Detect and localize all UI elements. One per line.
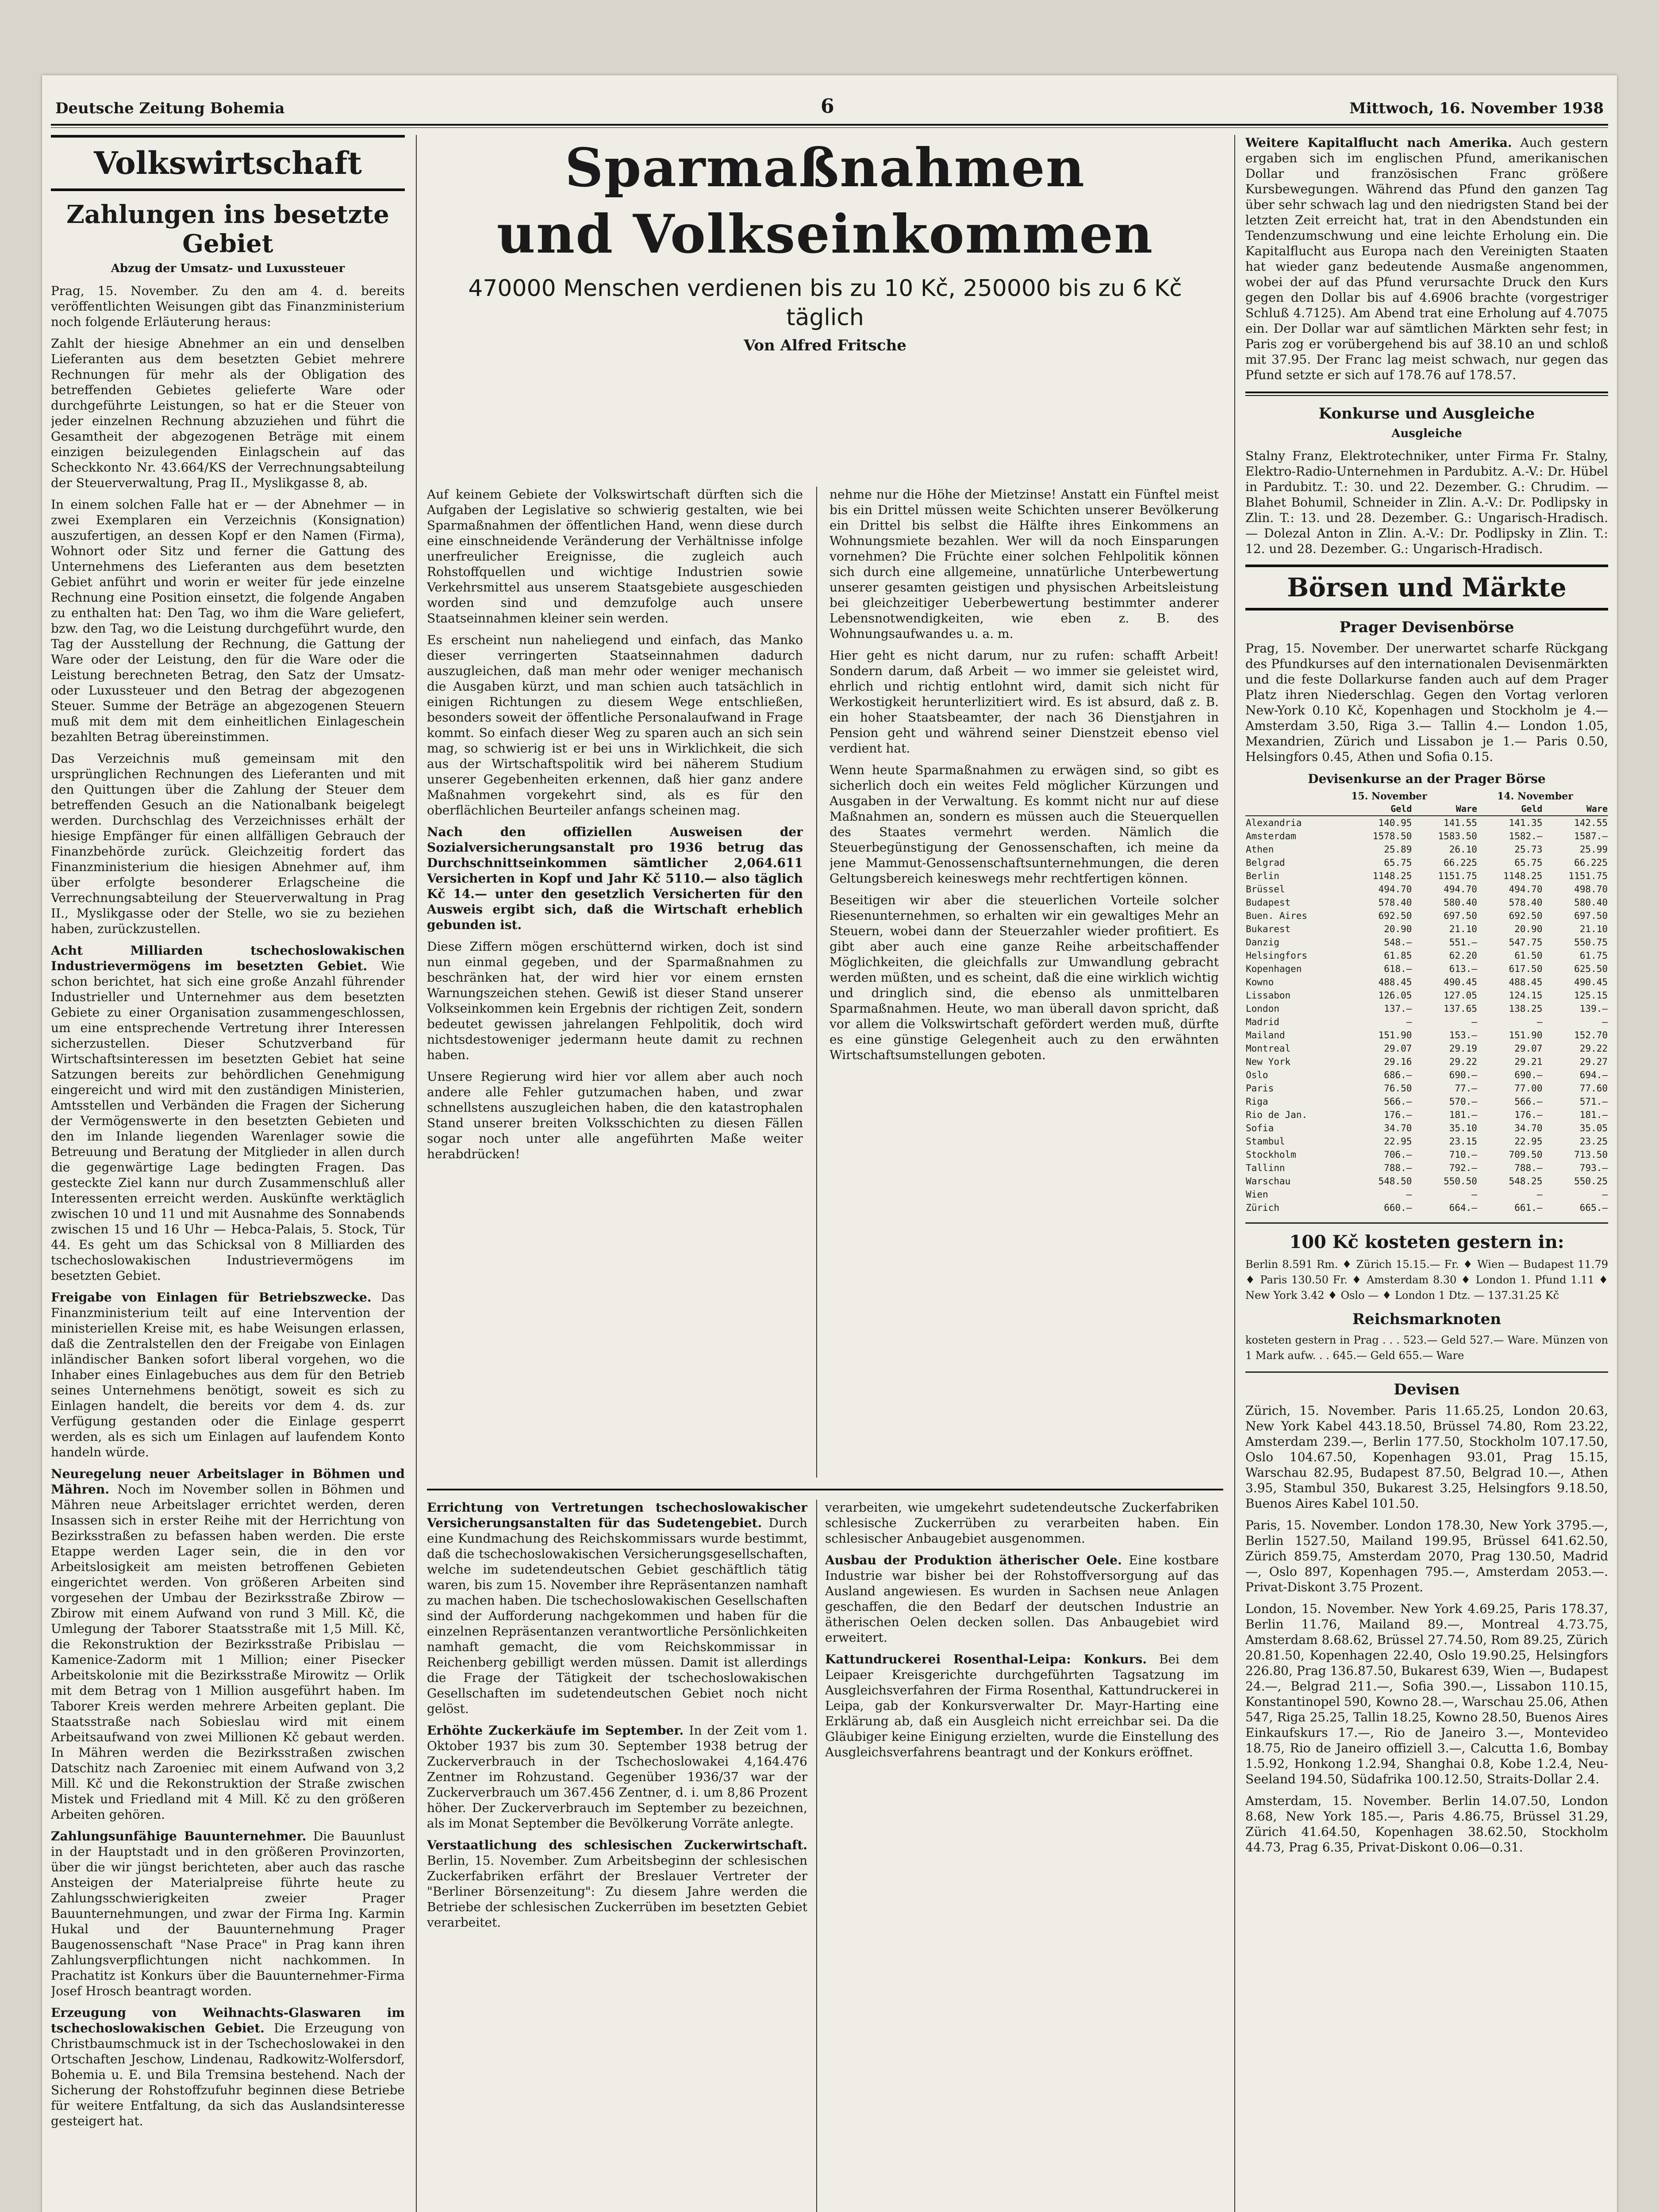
newspaper-page: [42, 75, 1617, 2212]
table-row: [1245, 922, 1608, 936]
rate-cell: 617.50: [1509, 964, 1543, 974]
rate-cell: 76.50: [1384, 1083, 1412, 1094]
rate-cell: 665.—: [1579, 1202, 1608, 1213]
rate-cell: 26.10: [1449, 844, 1477, 855]
rate-cell: 77.00: [1514, 1083, 1543, 1094]
rate-cell: 706.—: [1384, 1149, 1412, 1160]
boersen-title: Börsen und Märkte: [1245, 565, 1608, 611]
table-row: [1245, 856, 1608, 869]
rate-cell: 498.70: [1574, 884, 1608, 895]
rate-cell: 490.45: [1444, 977, 1477, 987]
article-lead: Erhöhte Zuckerkäufe im September.: [427, 1723, 684, 1738]
currency-city: Lissabon: [1246, 990, 1291, 1001]
rate-cell: 25.73: [1514, 844, 1543, 855]
currency-city: Madrid: [1246, 1017, 1279, 1027]
paragraph: [51, 1466, 405, 1822]
column-divider: [416, 135, 417, 2212]
currency-city: Stambul: [1246, 1136, 1285, 1147]
rate-cell: 1151.75: [1438, 871, 1477, 881]
paragraph: [51, 943, 405, 1283]
rate-cell: 692.50: [1509, 910, 1543, 921]
rate-cell: 697.50: [1574, 910, 1608, 921]
rate-cell: 142.55: [1574, 818, 1608, 828]
currency-city: Zürich: [1246, 1202, 1279, 1213]
table-row: [1245, 1082, 1608, 1095]
rate-cell: 152.70: [1574, 1030, 1608, 1041]
rate-cell: 34.70: [1514, 1123, 1543, 1133]
table-row: [1245, 1055, 1608, 1068]
rate-cell: 1148.25: [1372, 871, 1412, 881]
table-header-cell: [1245, 802, 1347, 816]
table-row: [1245, 1002, 1608, 1015]
header-rule: [51, 124, 1608, 128]
rate-cell: 29.19: [1449, 1043, 1477, 1054]
article-lead: Erzeugung von Weihnachts-Glaswaren im tschechoslowakischen Gebiet.: [51, 2005, 405, 2035]
paragraph: [825, 1552, 1219, 1645]
paragraph: Stalny Franz, Elektrotechniker, unter Firma Fr. Stalny, Elektro-Radio-Unternehmen in Pardubitz. A.-V.: Dr. Hübel in Pardubitz. T.: 30. und 22. Dezember. G.: Chrudim. — Blahet Bohumil, Schneider in Zlin. A.-V.: Dr. Podlipsky in Zlin. T.: 13. und 28. Dezember. G.: Ungarisch-Hradisch. — Dolezal Anton in Zlin. A.-V.: Dr. Podlipsky in Zlin. T.: 12. und 28. Dezember. G.: Ungarisch-Hradisch.: [1245, 449, 1608, 556]
rate-cell: 61.85: [1384, 950, 1412, 961]
currency-city: London: [1246, 1003, 1279, 1014]
rate-cell: 788.—: [1514, 1163, 1543, 1173]
rate-cell: 25.89: [1384, 844, 1412, 855]
paragraph: [51, 2005, 405, 2129]
article-body: Auch gestern ergaben sich im englischen Pfund, amerikanischen Dollar und französischen Franc größere Kursbewegungen. Während das Pfund den ganzen Tag über sehr schwach lag und den niedrigsten Stand bei der letzten Zeit erreicht hat, trat in den Abendstunden ein Tendenzumschwung und eine leichte Erholung ein. Die Kapitalflucht aus Europa nach den Vereinigten Staaten hat wieder ganz bedeutende Ausmaße angenommen, wobei der auf das Pfund verursachte Druck den Kurs gegen den Dollar bis auf 4.6906 brachte (vorgestriger Schluß 4.7125). Am Abend trat eine Erholung auf 4.7075 ein. Der Dollar war auf sämtlichen Märkten sehr fest; in Paris zog er vorübergehend bis auf 38.10 an und schloß mit 37.95. Der Franc lag meist schwach, nur gegen das Pfund setzte er sich auf 178.76 auf 178.57.: [1245, 135, 1608, 382]
rate-cell: 20.90: [1384, 924, 1412, 934]
rate-cell: 694.—: [1579, 1070, 1608, 1080]
table-row: [1245, 949, 1608, 962]
devisen-title: Devisen: [1394, 1381, 1460, 1398]
table-row: [1245, 1029, 1608, 1042]
rate-cell: 548.25: [1509, 1176, 1543, 1187]
article-lead: Kattundruckerei Rosenthal-Leipa: Konkurs.: [825, 1652, 1147, 1667]
headline-kicker: 470000 Menschen verdienen bis zu 10 Kč, 250000 bis zu 6 Kč täglich: [468, 275, 1182, 331]
paragraph: Wenn heute Sparmaßnahmen zu erwägen sind, so gibt es sicherlich doch ein weites Feld möglicher Kürzungen und Ausgaben in der Verwaltung. Es kommt nicht nur auf diese Maßnahmen an, sondern es müssen auch die Steuerquellen des Staates vermehrt werden. Nämlich die Steuerbegünstigung der Genossenschaften, ich meine da jene Mammut-Genossenschaftsunternehmungen, die deren Geltungsbereich keineswegs mehr rechtfertigen können.: [830, 763, 1219, 886]
rate-cell: 580.40: [1574, 897, 1608, 908]
rate-cell: 34.70: [1384, 1123, 1412, 1133]
currency-city: Berlin: [1246, 871, 1279, 881]
paragraph: nehme nur die Höhe der Mietzinse! Anstatt ein Fünftel meist bis ein Drittel müssen weite Schichten unserer Bevölkerung ein Drittel bis selbst die Hälfte ihres Einkommens an Wohnungsmiete bezahlen. Wer will da noch Einsparungen vornehmen? Die Früchte einer solchen Fehlpolitik können sich durch eine allgemeine, unnatürliche Unterbewertung unserer gesamten geistigen und physischen Arbeitsleistung bei gleichzeitiger Ueberbewertung bestimmter anderer Lebensnotwendigkeiten, wie eben z. B. des Wohnungsaufwandes u. a. m.: [830, 487, 1219, 641]
rate-cell: 550.50: [1444, 1176, 1477, 1187]
rate-cell: 1151.75: [1568, 871, 1608, 881]
kurse-dates: [1316, 791, 1608, 802]
rate-cell: 550.25: [1574, 1176, 1608, 1187]
table-row: [1245, 869, 1608, 883]
paragraph: [1245, 135, 1608, 383]
rate-cell: 181.—: [1579, 1110, 1608, 1120]
headline-line2: und Volkseinkommen: [496, 203, 1154, 265]
paragraph: Amsterdam, 15. November. Berlin 14.07.50, London 8.68, New York 185.—, Paris 4.86.75, Brüssel 31.29, Zürich 41.64.50, Kopenhagen 38.62.50, Stockholm 44.73, Prag 6.35, Privat-Diskont 0.06—0.31.: [1245, 1793, 1608, 1855]
paragraph: Es erscheint nun naheliegend und einfach, das Manko dieser verringerten Staatseinnahmen dadurch auszugleichen, daß man mehr oder weniger mechanisch die Ausgaben kürzt, und man schien auch tatsächlich in einigen Richtungen zu diesem Wege entschließen, besonders soweit der öffentliche Personalaufwand in Frage kommt. So einfach dieser Weg zu sparen auch an sich sein mag, so schwierig ist er bei uns in Wirklichkeit, die sich aus der Wirtschaftspolitik wird bei näherem Studium unserer Gegebenheiten erkennen, daß hier ganz andere Maßnahmen vorgekehrt sind, als es für den oberflächlichen Beurteiler anfangs scheinen mag.: [427, 633, 803, 818]
reichsmark-title: Reichsmarknoten: [1352, 1310, 1502, 1328]
paragraph: Prag, 15. November. Der unerwartet scharfe Rückgang des Pfundkurses auf den internationalen Devisenmärkten und die feste Dollarkurse fanden auch auf dem Prager Platz ihren Niederschlag. Gegen den Vortag verloren New-York 0.10 Kč, Kopenhagen und Stockholm je 4.— Amsterdam 3.50, Riga 3.— Tallin 4.— London 1.05, Mexandrien, Zürich und Lissabon je 1.— Paris 0.50, Helsingfors 0.45, Athen und Sofia 0.15.: [1245, 641, 1608, 764]
rate-cell: 551.—: [1449, 937, 1477, 948]
rate-cell: 77.—: [1455, 1083, 1477, 1094]
currency-city: Rio de Jan.: [1246, 1110, 1308, 1120]
currency-city: Wien: [1246, 1189, 1268, 1200]
issue-date: Mittwoch, 16. November 1938: [1349, 100, 1604, 117]
rate-cell: 570.—: [1449, 1096, 1477, 1107]
article-body: Eine kostbare Industrie war bisher bei der Rohstoffversorgung auf das Ausland angewiesen. Es wurden in Sachsen neue Anlagen geschaffen, die den Bedarf der deutschen Industrie an ätherischen Oelen decken sollen. Das Anbaugebiet wird erweitert.: [825, 1553, 1219, 1645]
rate-cell: 124.15: [1509, 990, 1543, 1001]
rate-cell: —: [1536, 1189, 1543, 1200]
rate-cell: 176.—: [1384, 1110, 1412, 1120]
table-row: [1245, 1108, 1608, 1121]
rate-cell: 686.—: [1384, 1070, 1412, 1080]
currency-city: Buen. Aires: [1246, 910, 1308, 921]
currency-city: Mailand: [1246, 1030, 1285, 1041]
byline: Von Alfred Fritsche: [744, 337, 906, 354]
table-row: [1245, 1175, 1608, 1188]
column-divider: [1234, 135, 1235, 2212]
currency-city: Kopenhagen: [1246, 964, 1302, 974]
rate-cell: 578.40: [1378, 897, 1412, 908]
paragraph: [825, 1651, 1219, 1760]
article-lead: Verstaatlichung des schlesischen Zuckerwirtschaft.: [427, 1838, 807, 1852]
rate-cell: 181.—: [1449, 1110, 1477, 1120]
kurse-date: 14. November: [1497, 791, 1573, 802]
rate-cell: 127.05: [1444, 990, 1477, 1001]
rate-cell: 692.50: [1378, 910, 1412, 921]
table-header-cell: Geld: [1478, 802, 1543, 816]
devisenboerse-title: Prager Devisenbörse: [1339, 618, 1514, 636]
table-row: [1245, 909, 1608, 922]
table-header-cell: Ware: [1543, 802, 1608, 816]
rate-cell: 625.50: [1574, 964, 1608, 974]
rate-cell: —: [1602, 1189, 1608, 1200]
rate-cell: 35.10: [1449, 1123, 1477, 1133]
table-header-cell: Geld: [1347, 802, 1413, 816]
hundred-title: 100 Kč kosteten gestern in:: [1289, 1232, 1564, 1252]
paragraph: Prag, 15. November. Zu den am 4. d. bereits veröffentlichten Weisungen gibt das Finanzministerium noch folgende Erläuterung heraus:: [51, 284, 405, 329]
rate-cell: —: [1406, 1189, 1412, 1200]
rate-cell: 618.—: [1384, 964, 1412, 974]
rate-cell: 1578.50: [1372, 831, 1412, 841]
rate-cell: 138.25: [1509, 1003, 1543, 1014]
article-body: Wie schon berichtet, hat sich eine große Anzahl führender Industrieller und Unternehmer aus dem besetzten Gebiete zu einer Organisation zusammengeschlossen, um eine entsprechende Vertretung ihrer Interessen sicherzustellen. Dieser Schutzverband für Wirtschaftsinteressen im besetzten Gebiet hat seine Satzungen bereits zur behördlichen Genehmigung eingereicht und wird mit den zuständigen Ministerien, Amtsstellen und Verbänden die Fragen der Sicherung der Vermögenswerte in den besetzten Gebieten und den im Inlande liegenden Warenlager sowie die Betreuung und Beratung der Mitglieder in allen durch die gegenwärtige Lage bedingten Fragen. Das gesteckte Ziel kann nur durch Zusammenschluß aller Interessenten erreicht werden. Auskünfte werktäglich zwischen 10 und 11 und mit Ausnahme des Sonnabends zwischen 15 und 16 Uhr — Hebca-Palais, 5. Stock, Tür 44. Es geht um das Schicksal von 8 Milliarden des tschechoslowakischen Industrievermögens im besetzten Gebiet.: [51, 959, 405, 1283]
column-divider: [816, 487, 817, 1478]
article-body: Die Erzeugung von Christbaumschmuck ist in der Tschechoslowakei in den Ortschaften Jeschow, Lindenau, Radkowitz-Wolfersdorf, Bohemia u. E. und Bila Tremsina bestehend. Nach der Sicherung der Rohstoffzufuhr beginnen diese Betriebe für weitere Entfaltung, da sich das Auslandsinteresse gesteigert hat.: [51, 2021, 405, 2128]
rate-cell: 22.95: [1514, 1136, 1543, 1147]
double-rule: [1245, 392, 1608, 396]
rate-cell: 690.—: [1514, 1070, 1543, 1080]
table-row: [1245, 1042, 1608, 1055]
currency-city: Oslo: [1246, 1070, 1268, 1080]
rate-cell: 62.20: [1449, 950, 1477, 961]
article-body: Bei dem Leipaer Kreisgerichte durchgeführten Tagsatzung im Ausgleichsverfahren der Firma Rosenthal, Kattundruckerei in Leipa, gab der Konkursverwalter Dr. Mayr-Harting eine Erklärung ab, daß ein Ausgleich nicht erreichbar sei. Da die Gläubiger keine Einigung erzielten, wurde die Einstellung des Ausgleichsverfahrens beantragt und der Konkurs eröffnet.: [825, 1652, 1219, 1759]
rate-cell: 571.—: [1579, 1096, 1608, 1107]
currency-city: Kowno: [1246, 977, 1274, 987]
rule: [1245, 1222, 1608, 1224]
rate-cell: 788.—: [1384, 1163, 1412, 1173]
table-row: [1245, 1095, 1608, 1108]
table-row: [1245, 936, 1608, 949]
rate-cell: 660.—: [1384, 1202, 1412, 1213]
rate-cell: 23.15: [1449, 1136, 1477, 1147]
table-row: [1245, 1135, 1608, 1148]
article-lead: Neuregelung neuer Arbeitslager in Böhmen und Mähren.: [51, 1467, 405, 1497]
rate-cell: 66.225: [1444, 857, 1477, 868]
currency-city: New York: [1246, 1056, 1291, 1067]
paragraph: Nach den offiziellen Ausweisen der Sozialversicherungsanstalt pro 1936 betrug das Durchschnittseinkommen sämtlicher 2,064.611 Versicherten in Kopf und Jahr Kč 5110.— also täglich Kč 14.— unter den gesetzlich Versicherten für den Ausweis ergibt sich, daß die Wirtschaft erheblich gebunden ist.: [427, 825, 803, 932]
table-row: [1245, 830, 1608, 843]
article-body: Das Finanzministerium teilt auf eine Intervention der ministeriellen Kreise mit, es habe Weisungen erlassen, daß die Zentralstellen den der Freigabe von Einlagen inländischer Banken sofort liberal vorgehen, wo die Inhaber eines Einlagebuches aus dem für den Betrieb seines Unternehmens benötigt, soweit es sich zu Einlagen handelt, die bereits vor dem 4. ds. zur Verfügung gestanden oder die Einlage gesperrt werden, als es sich um Einlagen auf laufendem Konto handeln würde.: [51, 1290, 405, 1459]
rate-cell: 566.—: [1514, 1096, 1543, 1107]
currency-city: Amsterdam: [1246, 831, 1296, 841]
article-body: Noch im November sollen in Böhmen und Mähren neue Arbeitslager errichtet werden, deren Insassen sich in erster Reihe mit der Herrichtung von Bezirksstraßen zu befassen haben werden. Die erste Etappe werden Lager sein, die in den vor Arbeitslosigkeit am meisten betroffenen Gebieten eingerichtet werden. Von größeren Arbeiten sind vorgesehen der Umbau der Bezirksstraße Zbirow — Zbirow mit einem Aufwand von rund 3 Mill. Kč, die Umlegung der Taborer Staatsstraße mit 1,5 Mill. Kč, die Rekonstruktion der Bezirksstraße Pribislau — Kamenice-Zadorm mit 1 Million; einer Pisecker Arbeitskolonie mit die Bezirksstraße Mirowitz — Orlik mit dem Betrag von 1 Million ausgeführt haben. Im Taborer Kreis werden mehrere Arbeiten geplant. Die Staatsstraße nach Sobieslau wird mit einem Arbeitsaufwand von zwei Millionen Kč gebaut werden. In Mähren werden die Bezirksstraßen zwischen Datschitz nach Zaroeniec mit einem Aufwand von 3,2 Mill. Kč und die Rekonstruktion der Straße zwischen Mistek und Friedland mit 4 Mill. Kč zu den größeren Arbeiten gehören.: [51, 1482, 405, 1822]
rate-cell: 566.—: [1384, 1096, 1412, 1107]
article-body: In der Zeit vom 1. Oktober 1937 bis zum 30. September 1938 betrug der Zuckerverbrauch in der Tschechoslowakei 4,164.476 Zentner im Rohzustand. Gegenüber 1936/37 war der Zuckerverbrauch um 367.456 Zentner, d. i. um 8,86 Prozent höher. Der Zuckerverbrauch im September zu bezeichnen, als im Monat September die Bevölkerung Vorräte anlegte.: [427, 1723, 807, 1831]
rate-cell: 153.—: [1449, 1030, 1477, 1041]
article-lead: Freigabe von Einlagen für Betriebszwecke.: [51, 1290, 372, 1305]
currency-city: Bukarest: [1246, 924, 1291, 934]
table-row: [1245, 1121, 1608, 1135]
rate-cell: 21.10: [1449, 924, 1477, 934]
paper-name: Deutsche Zeitung Bohemia: [55, 100, 285, 117]
rate-cell: 29.22: [1449, 1056, 1477, 1067]
rate-cell: 23.25: [1579, 1136, 1608, 1147]
rate-cell: 29.07: [1514, 1043, 1543, 1054]
rate-cell: 151.90: [1509, 1030, 1543, 1041]
paragraph: Paris, 15. November. London 178.30, New York 3795.—, Berlin 1527.50, Mailand 199.95, Brüssel 641.62.50, Zürich 859.75, Amsterdam 2070, Prag 130.50, Madrid —, Oslo 897, Kopenhagen 795.—, Amsterdam 2053.—. Privat-Diskont 3.75 Prozent.: [1245, 1518, 1608, 1594]
currency-city: Warschau: [1246, 1176, 1291, 1187]
table-row: [1245, 989, 1608, 1002]
rate-cell: 697.50: [1444, 910, 1477, 921]
currency-city: Helsingfors: [1246, 950, 1308, 961]
currency-city: Alexandria: [1246, 818, 1302, 828]
table-row: [1245, 975, 1608, 989]
rate-cell: 690.—: [1449, 1070, 1477, 1080]
article-title: Zahlungen ins besetzte Gebiet: [66, 200, 389, 258]
headline-line1: Sparmaßnahmen: [565, 137, 1086, 199]
article-body: Durch eine Kundmachung des Reichskommissars wurde bestimmt, daß die tschechoslowakischen Versicherungsgesellschaften, welche im sudetendeutschen Gebiet geschäftlich tätig waren, bis zum 15. November ihre Repräsentanzen namhaft zu machen haben. Die tschechoslowakischen Gesellschaften sind der Aufforderung nachgekommen und haben für die einzelnen Repräsentanzen verantwortliche Persönlichkeiten namhaft gemacht, die vom Reichskommissar in Reichenberg gebilligt werden müssen. Damit ist allerdings die Frage der Tätigkeit der tschechoslowakischen Gesellschaften im sudetendeutschen Gebiet noch nicht gelöst.: [427, 1516, 807, 1716]
paragraph: Beseitigen wir aber die steuerlichen Vorteile solcher Riesenunternehmen, so erhalten wir ein gewaltiges Mehr an Steuern, wobei dann der Steuerzahler wieder profitiert. Es gibt aber auch eine ganze Reihe arbeitschaffender Möglichkeiten, die gleichfalls zur Umwandlung gebracht werden müßten, und es scheint, daß die eine wirklich wichtig und dringlich sind, die ebenso als unmittelbaren Sparmaßnahmen. Heute, wo man überall davon spricht, daß vor allem die Volkswirtschaft gefördert werden muß, dürfte es eine günstige Gelegenheit auch zu den erwähnten Wirtschaftsumstellungen geboten.: [830, 893, 1219, 1062]
rate-cell: 793.—: [1579, 1163, 1608, 1173]
rate-cell: 139.—: [1579, 1003, 1608, 1014]
currency-city: Brüssel: [1246, 884, 1285, 895]
currency-city: Budapest: [1246, 897, 1291, 908]
rate-cell: 494.70: [1444, 884, 1477, 895]
paragraph: [51, 1290, 405, 1460]
table-row: [1245, 1201, 1608, 1214]
paragraph: Diese Ziffern mögen erschütternd wirken, doch ist sind nun einmal gegeben, und der Sparmaßnahmen zu beschränken hat, der wird hier vor einem ernsten Warnungszeichen stehen. Gewiß ist dieser Stand unserer Volkseinkommen kein Ergebnis der richtigen Zeit, sondern bedeutet gewissen jahrelangen Fehlpolitik, doch wird nichtsdestoweniger jedermann heute damit zu rechnen haben.: [427, 939, 803, 1062]
paragraph: [427, 1837, 807, 1930]
rate-cell: 710.—: [1449, 1149, 1477, 1160]
section-title: Volkswirtschaft: [51, 135, 405, 191]
rate-cell: 709.50: [1509, 1149, 1543, 1160]
rate-cell: 61.75: [1579, 950, 1608, 961]
rate-cell: 29.21: [1514, 1056, 1543, 1067]
main-article-left-column: [427, 487, 803, 1482]
table-header-cell: Ware: [1412, 802, 1478, 816]
rate-cell: 141.55: [1444, 818, 1477, 828]
lower-right-column: [825, 1500, 1219, 2212]
kurse-title: Devisenkurse an der Prager Börse: [1308, 772, 1546, 786]
rate-cell: 548.50: [1378, 1176, 1412, 1187]
currency-city: Sofia: [1246, 1123, 1274, 1133]
paragraph: [427, 1500, 807, 1717]
paragraph: London, 15. November. New York 4.69.25, Paris 178.37, Berlin 11.76, Mailand 89.—, Montreal 4.73.75, Amsterdam 8.68.62, Brüssel 27.74.50, Rom 89.25, Zürich 20.81.50, Kopenhagen 22.40, Oslo 19.90.25, Helsingfors 226.80, Prag 136.87.50, Bukarest 639, Wien —, Budapest 24.—, Belgrad 211.—, Sofia 390.—, Lissabon 110.15, Konstantinopel 590, Kowno 28.—, Warschau 25.06, Athen 547, Riga 25.25, Tallin 18.25, Kowno 28.50, Buenos Aires Einkaufskurs 17.—, Rio de Janeiro 3.—, Montevideo 18.75, Rio de Janeiro offiziell 3.—, Calcutta 1.6, Bombay 1.5.92, Honkong 1.2.94, Shanghai 0.8, Kobe 1.2.4, Neu-Seeland 194.50, Südafrika 100.12.50, Straits-Dollar 2.4.: [1245, 1601, 1608, 1786]
rate-cell: 141.35: [1509, 818, 1543, 828]
rate-cell: 65.75: [1514, 857, 1543, 868]
page-number: 6: [821, 95, 834, 118]
rate-cell: 578.40: [1509, 897, 1543, 908]
rate-cell: —: [1602, 1017, 1608, 1027]
rate-cell: 713.50: [1574, 1149, 1608, 1160]
main-article-right-column: [830, 487, 1219, 1482]
rate-cell: 35.05: [1579, 1123, 1608, 1133]
table-row: [1245, 843, 1608, 856]
rate-cell: 1583.50: [1438, 831, 1477, 841]
rate-cell: 29.27: [1579, 1056, 1608, 1067]
article-body: Berlin, 15. November. Zum Arbeitsbeginn der schlesischen Zuckerfabriken erfährt der Breslauer Vertreter der "Berliner Börsenzeitung": Zu diesem Jahre werden die Betriebe der schlesischen Zuckerrüben im besetzten Gebiet verarbeitet.: [427, 1853, 807, 1930]
column-markets: [1245, 135, 1608, 2212]
table-row: [1245, 1015, 1608, 1029]
rate-cell: 137.65: [1444, 1003, 1477, 1014]
kurse-date: 15. November: [1351, 791, 1427, 802]
rate-cell: 66.225: [1574, 857, 1608, 868]
rate-cell: 494.70: [1378, 884, 1412, 895]
rate-cell: 29.07: [1384, 1043, 1412, 1054]
rate-cell: 548.—: [1384, 937, 1412, 948]
paragraph: Hier geht es nicht darum, nur zu rufen: schafft Arbeit! Sondern darum, daß Arbeit — wo immer sie geleistet wird, ehrlich und richtig entlohnt wird, damit sich nicht für Werkostigkeit herunterlizitiert wird. Es ist absurd, daß z. B. ein hoher Staatsbeamter, der nach 36 Dienstjahren in Pension geht und während seiner Dienstzeit ebenso viel verdient hat.: [830, 648, 1219, 756]
rate-cell: —: [1406, 1017, 1412, 1027]
paragraph: [427, 1723, 807, 1831]
article-body: Die Bauunlust in der Hauptstadt und in den größeren Provinzorten, über die wir jüngst berichteten, aber auch das rasche Ansteigen der Materialpreise führte heute zu Zahlungsschwierigkeiten zweier Prager Bauunternehmungen, und zwar der Firma Ing. Karmin Hukal und der Bauunternehmung Prager Baugenossenschaft "Nase Prace" in Prag kann ihren Zahlungsverpflichtungen nicht nachkommen. In Prachatitz ist Konkurs über die Bauunternehmer-Firma Josef Hrosch beantragt worden.: [51, 1829, 405, 1998]
paragraph: Berlin 8.591 Rm. ♦ Zürich 15.15.— Fr. ♦ Wien — Budapest 11.79 ♦ Paris 130.50 Fr. ♦ Amsterdam 8.30 ♦ London 1. Pfund 1.11 ♦ New York 3.42 ♦ Oslo — ♦ London 1 Dtz. — 137.31.25 Kč: [1245, 1258, 1608, 1302]
currency-city: Danzig: [1246, 937, 1279, 948]
currency-city: Athen: [1246, 844, 1274, 855]
rate-cell: 61.50: [1514, 950, 1543, 961]
rate-cell: 488.45: [1509, 977, 1543, 987]
table-row: [1245, 883, 1608, 896]
rate-cell: 1148.25: [1503, 871, 1543, 881]
rate-cell: 792.—: [1449, 1163, 1477, 1173]
lower-left-column: [427, 1500, 807, 2212]
konkurse-title: Konkurse und Ausgleiche: [1318, 405, 1535, 422]
paragraph: Zahlt der hiesige Abnehmer an ein und denselben Lieferanten aus dem besetzten Gebiet mehrere Rechnungen für mehr als der Obligation des betreffenden Gebietes gelieferte Ware oder durchgeführte Leistungen, so hat er die Steuer von jeder einzelnen Rechnung abzuziehen und führt die Gesamtheit der abgezogenen Beträge mit einem einzigen beizulegenden Einlagschein auf das Scheckkonto Nr. 43.664/KS der Verrechnungsabteilung der Steuerverwaltung, Prag II., Myslikgasse 8, ab.: [51, 336, 405, 490]
paragraph: Das Verzeichnis muß gemeinsam mit den ursprünglichen Rechnungen des Lieferanten und mit den Quittungen über die Zahlung der Steuer dem betreffenden Gesuch an die Nationalbank beigelegt werden. Durchschlag des Verzeichnisses erhält der hiesige Empfänger für einen allfälligen Gebrauch der Finanzbehörde zurück. Gleichzeitig fordert das Finanzministerium die hiesigen Abnehmer auf, ihm über erfolgte besonderer Erlagscheine die Verrechnungsabteilung der Steuerverwaltung in Prag II., Myslikgasse oder der Stelle, wo sie zu beziehen haben, zurückzustellen.: [51, 751, 405, 936]
rate-cell: 176.—: [1514, 1110, 1543, 1120]
currency-city: Belgrad: [1246, 857, 1285, 868]
paragraph: kosteten gestern in Prag . . . 523.— Geld 527.— Ware. Münzen von 1 Mark aufw. . . 645.— Geld 655.— Ware: [1245, 1334, 1608, 1362]
main-article-bottom-rule: [427, 1489, 1223, 1490]
table-row: [1245, 1188, 1608, 1201]
rule: [1245, 1371, 1608, 1373]
rate-cell: —: [1536, 1017, 1543, 1027]
article-subtitle: Abzug der Umsatz- und Luxussteuer: [111, 262, 345, 275]
rate-cell: 77.60: [1579, 1083, 1608, 1094]
rate-cell: —: [1471, 1189, 1477, 1200]
paragraph: [51, 1828, 405, 1999]
konkurse-subtitle: Ausgleiche: [1391, 427, 1462, 440]
paragraph: Auf keinem Gebiete der Volkswirtschaft dürften sich die Aufgaben der Legislative so schwierig gestalten, wie bei Sparmaßnahmen der öffentlichen Hand, wenn diese durch eine einschneidende Veränderung der Verhältnisse infolge unerfreulicher Ereignisse, die zugleich auch Rohstoffquellen und wichtige Industrien sowie Verkehrsmittel aus unserem Staatsgebiete ausgeschieden worden sind und demzufolge auch unsere Staatseinnahmen kleiner sein werden.: [427, 487, 803, 626]
table-row: [1245, 816, 1608, 830]
rate-cell: 21.10: [1579, 924, 1608, 934]
paragraph: In einem solchen Falle hat er — der Abnehmer — in zwei Exemplaren ein Verzeichnis (Konsignation) auszufertigen, an dessen Kopf er den Namen (Firma), Wohnort oder Sitz und ferner die Gattung des Unternehmens des Lieferanten aus dem besetzten Gebiet anführt und worin er weiter für jede einzelne Rechnung eine Position einsetzt, die folgende Angaben zu enthalten hat: Den Tag, wo ihm die Ware geliefert, bzw. den Tag, wo die Leistung durchgeführt wurde, den Tag der Ausstellung der Rechnung, die Gattung der Ware oder der Leistung, den für die Ware oder die Leistung berechneten Betrag, den Satz der Umsatz- oder Luxussteuer und den Betrag der abgezogenen Steuer. Summe der Beträge an abgezogenen Steuern muß mit dem mit dem einheitlichen Einlageschein bezahlten Betrag übereinstimmen.: [51, 497, 405, 744]
rate-cell: 29.22: [1579, 1043, 1608, 1054]
rate-cell: 140.95: [1378, 818, 1412, 828]
rate-cell: 494.70: [1509, 884, 1543, 895]
rate-cell: 661.—: [1514, 1202, 1543, 1213]
currency-city: Stockholm: [1246, 1149, 1296, 1160]
rate-cell: 1587.—: [1574, 831, 1608, 841]
article-lead: Acht Milliarden tschechoslowakischen Industrievermögens im besetzten Gebiet.: [51, 943, 405, 973]
article-lead: Ausbau der Produktion ätherischer Oele.: [825, 1553, 1122, 1567]
rate-cell: 490.45: [1574, 977, 1608, 987]
table-row: [1245, 1148, 1608, 1161]
table-row: [1245, 1161, 1608, 1175]
rate-cell: 22.95: [1384, 1136, 1412, 1147]
paragraph: verarbeiten, wie umgekehrt sudetendeutsche Zuckerfabriken schlesische Zuckerrüben zu verarbeiten haben. Ein schlesischer Anbaugebiet ausgenommen.: [825, 1500, 1219, 1546]
rate-cell: 29.16: [1384, 1056, 1412, 1067]
rate-cell: 580.40: [1444, 897, 1477, 908]
rate-cell: 25.99: [1579, 844, 1608, 855]
exchange-rate-table: [1245, 802, 1608, 1214]
table-row: [1245, 962, 1608, 975]
article-lead: Weitere Kapitalflucht nach Amerika.: [1245, 135, 1512, 150]
article-lead: Zahlungsunfähige Bauunternehmer.: [51, 1829, 307, 1843]
rate-cell: 488.45: [1378, 977, 1412, 987]
rate-cell: 20.90: [1514, 924, 1543, 934]
rate-cell: 126.05: [1378, 990, 1412, 1001]
paragraph: Unsere Regierung wird hier vor allem aber auch noch andere alle Fehler gutzumachen haben, und zwar schnellstens auszugleichen haben, die den katastrophalen Stand unserer breiten Volksschichten zu diesen Fällen sogar noch unter alle angeführten Maße weiter herabdrücken!: [427, 1069, 803, 1161]
currency-city: Tallinn: [1246, 1163, 1285, 1173]
paragraph: Zürich, 15. November. Paris 11.65.25, London 20.63, New York Kabel 443.18.50, Brüssel 74.80, Rom 23.22, Amsterdam 239.—, Berlin 177.50, Stockholm 107.17.50, Oslo 104.67.50, Kopenhagen 93.01, Prag 15.15, Warschau 82.95, Budapest 87.50, Belgrad 10.—, Athen 3.95, Stambul 350, Bukarest 3.25, Helsingfors 9.18.50, Buenos Aires Kabel 101.50.: [1245, 1403, 1608, 1511]
rate-cell: 613.—: [1449, 964, 1477, 974]
rate-cell: 151.90: [1378, 1030, 1412, 1041]
rate-cell: 65.75: [1384, 857, 1412, 868]
currency-city: Paris: [1246, 1083, 1274, 1094]
article-lead: Errichtung von Vertretungen tschechoslowakischer Versicherungsanstalten für das Sudetengebiet.: [427, 1500, 807, 1530]
column-volkswirtschaft: [51, 135, 405, 2212]
rate-cell: 1582.—: [1509, 831, 1543, 841]
rate-cell: 664.—: [1449, 1202, 1477, 1213]
currency-city: Montreal: [1246, 1043, 1291, 1054]
rate-cell: —: [1471, 1017, 1477, 1027]
rate-cell: 137.—: [1384, 1003, 1412, 1014]
table-row: [1245, 1068, 1608, 1082]
currency-city: Riga: [1246, 1096, 1268, 1107]
table-row: [1245, 896, 1608, 909]
rate-cell: 125.15: [1574, 990, 1608, 1001]
column-divider: [816, 1500, 817, 2212]
rate-cell: 550.75: [1574, 937, 1608, 948]
rate-cell: 547.75: [1509, 937, 1543, 948]
